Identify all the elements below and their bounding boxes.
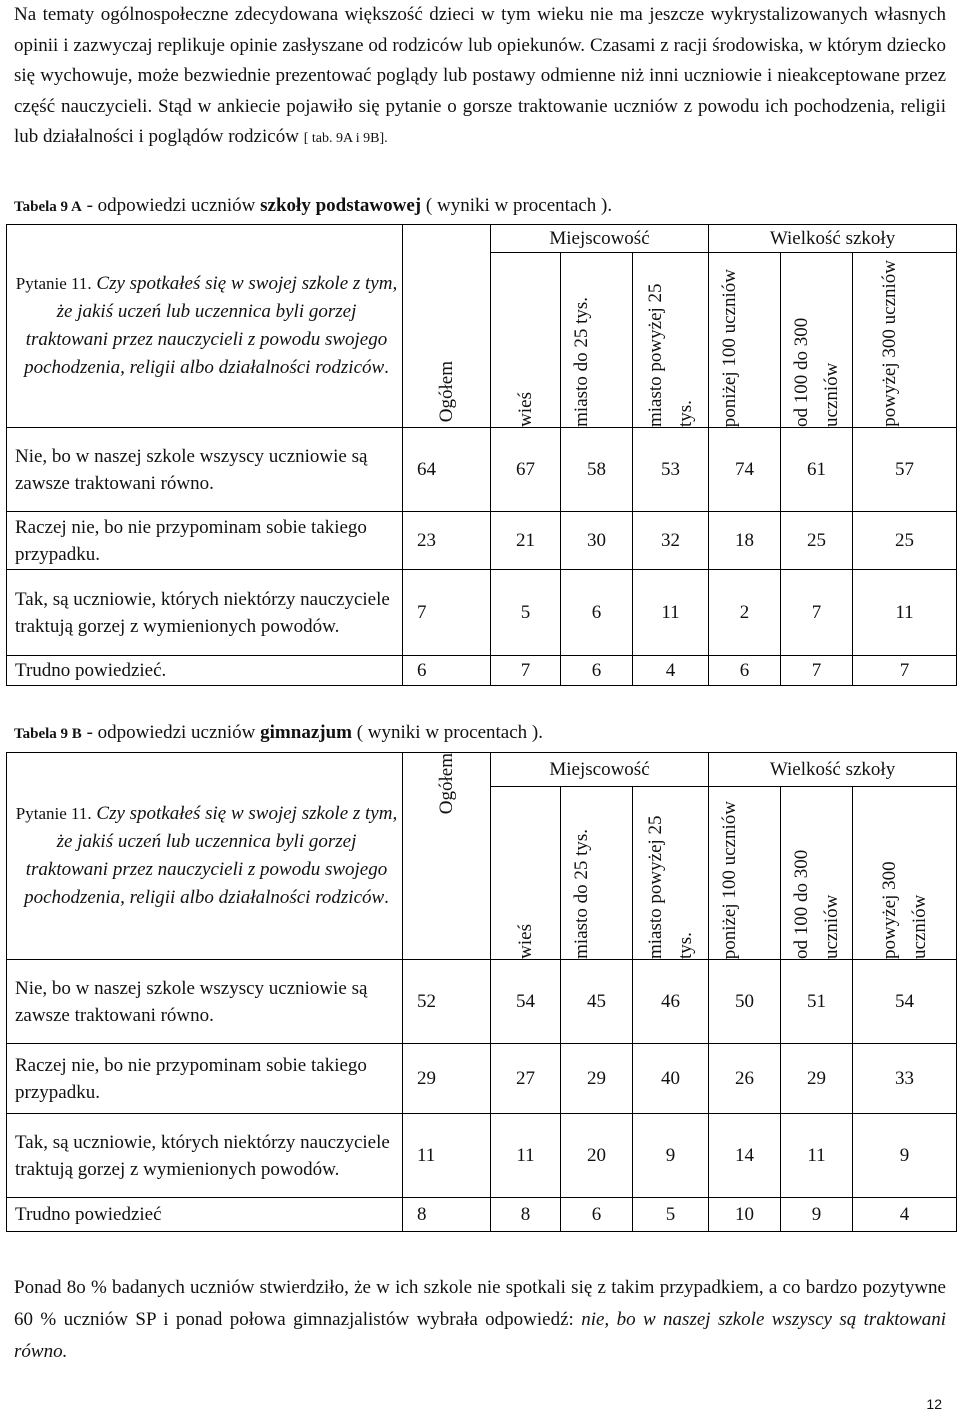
table-a-col-header: miasto powyżej 25 tys. (633, 253, 709, 428)
cell-value: 11 (853, 570, 957, 656)
table-b-col-header: od 100 do 300 uczniów (781, 787, 853, 960)
table-row (7, 1198, 957, 1232)
cell-value: 5 (633, 1198, 709, 1232)
cell-value: 7 (781, 656, 853, 686)
cell-value: 7 (781, 570, 853, 656)
table-a-caption (14, 195, 612, 217)
row-total: 11 (403, 1114, 491, 1198)
row-total: 52 (403, 960, 491, 1044)
table-b-caption (14, 722, 543, 744)
cell-value: 29 (781, 1044, 853, 1114)
table-row (7, 428, 957, 512)
table-a-question-label: Pytanie 11. (15, 274, 92, 293)
row-label: Tak, są uczniowie, których niektórzy nauczyciele traktują gorzej z wymienionych powodów. (7, 1114, 403, 1198)
cell-value: 11 (781, 1114, 853, 1198)
table-b-col-header: miasto powyżej 25 tys. (633, 787, 709, 960)
cell-value: 2 (709, 570, 781, 656)
cell-value: 26 (709, 1044, 781, 1114)
cell-value: 9 (781, 1198, 853, 1232)
table-a-col-header: powyżej 300 uczniów (853, 253, 957, 428)
cell-value: 29 (561, 1044, 633, 1114)
table-a-group-place: Miejscowość (491, 225, 709, 253)
cell-value: 45 (561, 960, 633, 1044)
table-b-total-header: Ogółem (403, 753, 491, 960)
cell-value: 4 (853, 1198, 957, 1232)
table-a-total-header: Ogółem (403, 225, 491, 428)
table-b-question-cell (7, 753, 403, 960)
cell-value: 8 (491, 1198, 561, 1232)
table-b-col-header: wieś (491, 787, 561, 960)
table-b-question-text: Czy spotkałeś się w swojej szkole z tym, że jakiś uczeń lub uczennica byli gorzej traktowani przez nauczycieli z powodu swojego pochodzenia, religii albo działalności rodziców (24, 803, 398, 908)
table-row (7, 1044, 957, 1114)
row-label: Trudno powiedzieć (7, 1198, 403, 1232)
cell-value: 9 (633, 1114, 709, 1198)
table-b-caption-pre: - odpowiedzi uczniów (81, 722, 261, 743)
cell-value: 9 (853, 1114, 957, 1198)
cell-value: 14 (709, 1114, 781, 1198)
cell-value: 10 (709, 1198, 781, 1232)
table-b-caption-bold: gimnazjum (260, 722, 352, 743)
cell-value: 6 (561, 570, 633, 656)
cell-value: 32 (633, 512, 709, 570)
table-b-col-header: poniżej 100 uczniów (709, 787, 781, 960)
table-a-group-size: Wielkość szkoły (709, 225, 957, 253)
table-a-label: Tabela 9 A (14, 199, 82, 215)
cell-value: 54 (491, 960, 561, 1044)
cell-value: 20 (561, 1114, 633, 1198)
table-a-col-header: poniżej 100 uczniów (709, 253, 781, 428)
table-a-question-end: . (384, 357, 389, 378)
cell-value: 4 (633, 656, 709, 686)
summary-text: Ponad 8o % badanych uczniów stwierdziło, że w ich szkole nie spotkali się z takim przypadkiem, a co bardzo pozytywne 60 % uczniów SP i ponad połowa gimnazjalistów wybrała odpowiedź: (14, 1277, 946, 1330)
table-a (6, 224, 957, 686)
table-row (7, 1114, 957, 1198)
cell-value: 61 (781, 428, 853, 512)
cell-value: 18 (709, 512, 781, 570)
row-total: 23 (403, 512, 491, 570)
table-a-question-cell (7, 225, 403, 428)
cell-value: 6 (709, 656, 781, 686)
table-a-question-text: Czy spotkałeś się w swojej szkole z tym, że jakiś uczeń lub uczennica byli gorzej traktowani przez nauczycieli z powodu swojego pochodzenia, religii albo działalności rodziców (24, 273, 398, 378)
cell-value: 58 (561, 428, 633, 512)
table-row (7, 570, 957, 656)
row-total: 6 (403, 656, 491, 686)
table-b-question-end: . (384, 887, 389, 908)
row-label: Raczej nie, bo nie przypominam sobie takiego przypadku. (7, 512, 403, 570)
row-total: 29 (403, 1044, 491, 1114)
cell-value: 7 (853, 656, 957, 686)
cell-value: 27 (491, 1044, 561, 1114)
table-b-question-label: Pytanie 11. (15, 804, 92, 823)
row-total: 8 (403, 1198, 491, 1232)
summary-paragraph (14, 1272, 946, 1368)
summary-italic: nie, bo w naszej szkole wszyscy są traktowani równo. (14, 1309, 946, 1362)
table-row (7, 512, 957, 570)
row-label: Trudno powiedzieć. (7, 656, 403, 686)
cell-value: 53 (633, 428, 709, 512)
cell-value: 54 (853, 960, 957, 1044)
table-a-caption-bold: szkoły podstawowej (260, 195, 422, 216)
cell-value: 5 (491, 570, 561, 656)
cell-value: 25 (853, 512, 957, 570)
cell-value: 25 (781, 512, 853, 570)
row-label: Nie, bo w naszej szkole wszyscy uczniowie są zawsze traktowani równo. (7, 960, 403, 1044)
intro-table-ref: [ tab. 9A i 9B]. (303, 131, 388, 146)
table-b-col-header: miasto do 25 tys. (561, 787, 633, 960)
cell-value: 21 (491, 512, 561, 570)
intro-text: Na tematy ogólnospołeczne zdecydowana większość dzieci w tym wieku nie ma jeszcze wykrystalizowanych własnych opinii i zazwyczaj replikuje opinie zasłyszane od rodziców lub opiekunów. Czasami z racji środowiska, w którym dziecko się wychowuje, może bezwiednie prezentować poglądy lub postawy odmienne niż inni uczniowie i nieakceptowane przez część nauczycieli. Stąd w ankiecie pojawiło się pytanie o gorsze traktowanie uczniów z powodu ich pochodzenia, religii lub działalności i poglądów rodziców (14, 4, 946, 147)
row-label: Nie, bo w naszej szkole wszyscy uczniowie są zawsze traktowani równo. (7, 428, 403, 512)
cell-value: 30 (561, 512, 633, 570)
cell-value: 40 (633, 1044, 709, 1114)
page-number: 12 (926, 1396, 942, 1412)
table-b-caption-post: ( wyniki w procentach ). (351, 722, 543, 743)
cell-value: 57 (853, 428, 957, 512)
table-b-label: Tabela 9 B (14, 726, 82, 742)
cell-value: 6 (561, 1198, 633, 1232)
cell-value: 7 (491, 656, 561, 686)
table-row (7, 656, 957, 686)
row-label: Tak, są uczniowie, których niektórzy nauczyciele traktują gorzej z wymienionych powodów. (7, 570, 403, 656)
table-a-col-header: od 100 do 300 uczniów (781, 253, 853, 428)
cell-value: 67 (491, 428, 561, 512)
cell-value: 33 (853, 1044, 957, 1114)
cell-value: 50 (709, 960, 781, 1044)
row-total: 7 (403, 570, 491, 656)
table-b-group-place: Miejscowość (491, 753, 709, 787)
table-a-caption-pre: - odpowiedzi uczniów (81, 195, 261, 216)
cell-value: 11 (633, 570, 709, 656)
cell-value: 46 (633, 960, 709, 1044)
table-row (7, 960, 957, 1044)
cell-value: 6 (561, 656, 633, 686)
table-a-col-header: miasto do 25 tys. (561, 253, 633, 428)
table-a-col-header: wieś (491, 253, 561, 428)
table-a-caption-post: ( wyniki w procentach ). (421, 195, 613, 216)
cell-value: 51 (781, 960, 853, 1044)
table-b (6, 752, 957, 1232)
cell-value: 11 (491, 1114, 561, 1198)
cell-value: 74 (709, 428, 781, 512)
row-label: Raczej nie, bo nie przypominam sobie takiego przypadku. (7, 1044, 403, 1114)
row-total: 64 (403, 428, 491, 512)
table-b-group-size: Wielkość szkoły (709, 753, 957, 787)
intro-paragraph (14, 0, 946, 155)
table-b-col-header: powyżej 300 uczniów (853, 787, 957, 960)
